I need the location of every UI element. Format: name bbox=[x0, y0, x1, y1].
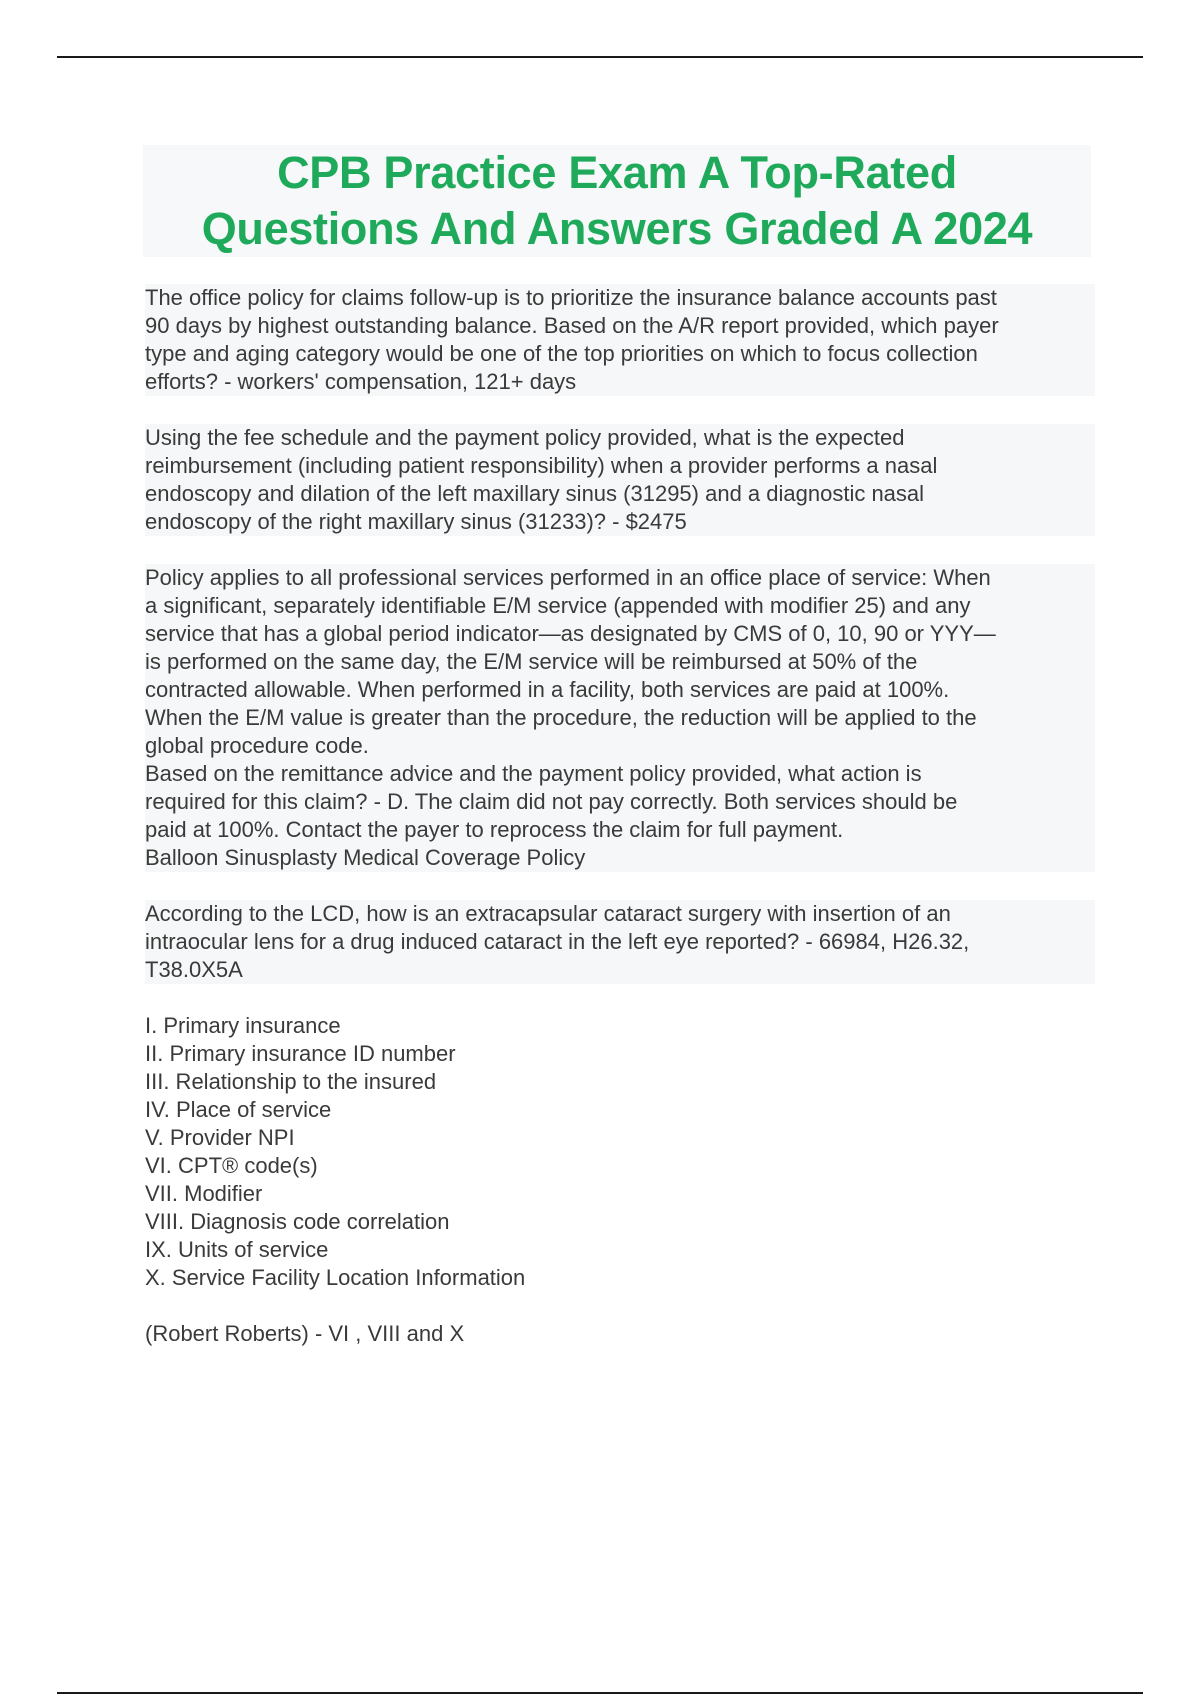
text-line: required for this claim? - D. The claim did not pay correctly. Both services should be bbox=[145, 788, 1095, 816]
top-rule bbox=[57, 56, 1143, 58]
list-item: IX. Units of service bbox=[145, 1237, 329, 1262]
text-line: efforts? - workers' compensation, 121+ days bbox=[145, 368, 1095, 396]
question-block-1 bbox=[145, 284, 1095, 396]
text-line: Policy applies to all professional services performed in an office place of service: When bbox=[145, 564, 1095, 592]
text-line: reimbursement (including patient responsibility) when a provider performs a nasal bbox=[145, 452, 1095, 480]
text-line: 90 days by highest outstanding balance. Based on the A/R report provided, which payer bbox=[145, 312, 1095, 340]
question-block-5-list bbox=[145, 1012, 1095, 1292]
text-line: T38.0X5A bbox=[145, 956, 1095, 984]
bottom-rule bbox=[57, 1692, 1143, 1694]
list-item: IV. Place of service bbox=[145, 1097, 332, 1122]
text-line: a significant, separately identifiable E/M service (appended with modifier 25) and any bbox=[145, 592, 1095, 620]
list-item: VIII. Diagnosis code correlation bbox=[145, 1209, 450, 1234]
list-item: II. Primary insurance ID number bbox=[145, 1041, 456, 1066]
question-block-4 bbox=[145, 900, 1095, 984]
text-line: When the E/M value is greater than the procedure, the reduction will be applied to the bbox=[145, 704, 1095, 732]
text-line: type and aging category would be one of the top priorities on which to focus collection bbox=[145, 340, 1095, 368]
question-block-5-answer bbox=[145, 1320, 1095, 1348]
text-line: intraocular lens for a drug induced cataract in the left eye reported? - 66984, H26.32, bbox=[145, 928, 1095, 956]
text-line: paid at 100%. Contact the payer to reprocess the claim for full payment. bbox=[145, 816, 1095, 844]
document-title-line-1: CPB Practice Exam A Top-Rated bbox=[277, 147, 957, 198]
text-line: service that has a global period indicator—as designated by CMS of 0, 10, 90 or YYY— bbox=[145, 620, 1095, 648]
list-item: V. Provider NPI bbox=[145, 1125, 295, 1150]
text-line: Using the fee schedule and the payment policy provided, what is the expected bbox=[145, 424, 1095, 452]
text-line: The office policy for claims follow-up is to prioritize the insurance balance accounts past bbox=[145, 284, 1095, 312]
text-line: contracted allowable. When performed in a facility, both services are paid at 100%. bbox=[145, 676, 1095, 704]
text-line: global procedure code. bbox=[145, 732, 1095, 760]
text-line: Based on the remittance advice and the payment policy provided, what action is bbox=[145, 760, 1095, 788]
text-line: is performed on the same day, the E/M service will be reimbursed at 50% of the bbox=[145, 648, 1095, 676]
document-body bbox=[145, 284, 1095, 1376]
list-item: VII. Modifier bbox=[145, 1181, 263, 1206]
text-line: endoscopy and dilation of the left maxillary sinus (31295) and a diagnostic nasal bbox=[145, 480, 1095, 508]
question-block-3 bbox=[145, 564, 1095, 872]
text-line: According to the LCD, how is an extracapsular cataract surgery with insertion of an bbox=[145, 900, 1095, 928]
text-line: endoscopy of the right maxillary sinus (31233)? - $2475 bbox=[145, 508, 1095, 536]
list-item: VI. CPT® code(s) bbox=[145, 1153, 318, 1178]
title-banner bbox=[143, 145, 1091, 257]
list-item: X. Service Facility Location Information bbox=[145, 1265, 526, 1290]
list-item: I. Primary insurance bbox=[145, 1013, 341, 1038]
text-line: Balloon Sinusplasty Medical Coverage Policy bbox=[145, 844, 1095, 872]
question-block-2 bbox=[145, 424, 1095, 536]
list-item: III. Relationship to the insured bbox=[145, 1069, 437, 1094]
document-title-line-2: Questions And Answers Graded A 2024 bbox=[201, 203, 1033, 254]
answer-line: (Robert Roberts) - VI , VIII and X bbox=[145, 1321, 465, 1346]
